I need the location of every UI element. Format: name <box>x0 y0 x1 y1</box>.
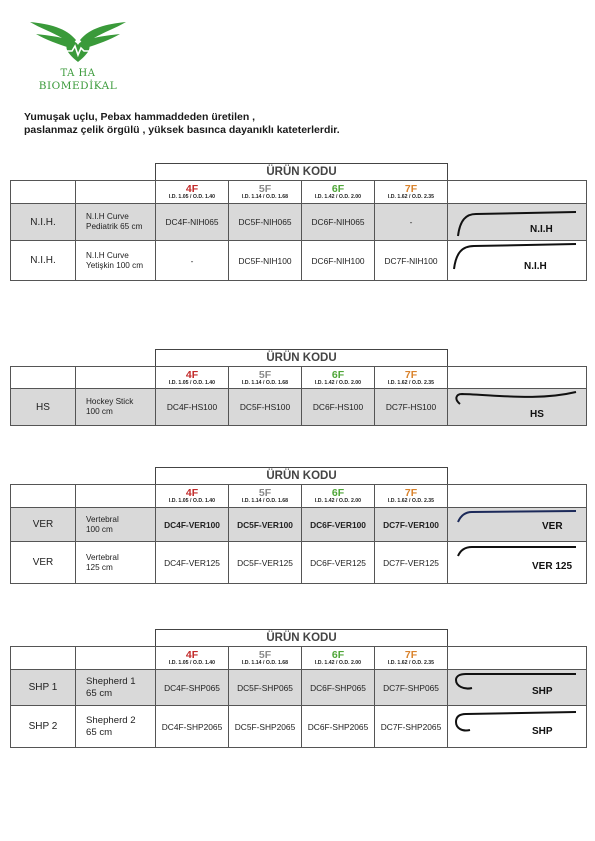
ver-table <box>10 484 587 584</box>
wings-heart-logo-icon <box>26 18 130 68</box>
size-7f: 7F I.D. 1.62 / O.D. 2.35 <box>375 181 448 204</box>
hockey-stick-curve-icon <box>448 389 587 426</box>
code-cell: DC4F-SHP2065 <box>156 706 229 748</box>
code-cell: DC6F-HS100 <box>302 389 375 426</box>
size-6f: 6F I.D. 1.42 / O.D. 2.00 <box>302 485 375 508</box>
table-row <box>11 389 587 426</box>
size-5f: 5F I.D. 1.14 / O.D. 1.68 <box>229 181 302 204</box>
size-4f: 4F I.D. 1.05 / O.D. 1.40 <box>156 181 229 204</box>
shepherd-hook-curve-icon <box>448 670 587 706</box>
code-cell: - <box>156 241 229 281</box>
catheter-shape-nih <box>448 204 587 241</box>
catheter-shape-nih <box>448 241 587 281</box>
size-5f: 5F I.D. 1.14 / O.D. 1.68 <box>229 485 302 508</box>
product-code-header: ÜRÜN KODU <box>155 467 448 484</box>
row-label: N.I.H. <box>11 204 76 241</box>
code-cell: DC4F-VER125 <box>156 542 229 584</box>
product-code-header: ÜRÜN KODU <box>155 629 448 646</box>
code-cell: DC7F-HS100 <box>375 389 448 426</box>
intro-line2: paslanmaz çelik örgülü , yüksek basınca dayanıklı kateterlerdir. <box>24 123 340 136</box>
row-label: VER <box>11 542 76 584</box>
code-cell: DC6F-VER125 <box>302 542 375 584</box>
code-cell: DC7F-VER125 <box>375 542 448 584</box>
row-label: N.I.H. <box>11 241 76 281</box>
size-4f: 4F I.D. 1.05 / O.D. 1.40 <box>156 647 229 670</box>
row-label: SHP 2 <box>11 706 76 748</box>
catheter-shape-shp <box>448 706 587 748</box>
size-6f: 6F I.D. 1.42 / O.D. 2.00 <box>302 647 375 670</box>
shape-tag: HS <box>530 409 544 420</box>
shape-tag: VER <box>542 521 563 532</box>
row-description: Hockey Stick 100 cm <box>76 389 156 426</box>
code-cell: DC6F-NIH065 <box>302 204 375 241</box>
row-description: Shepherd 2 65 cm <box>76 706 156 748</box>
size-7f: 7F I.D. 1.62 / O.D. 2.35 <box>375 647 448 670</box>
size-header-row <box>11 485 587 508</box>
row-description: Vertebral 100 cm <box>76 508 156 542</box>
code-cell: DC4F-HS100 <box>156 389 229 426</box>
code-cell: DC4F-NIH065 <box>156 204 229 241</box>
nih-curve-icon <box>448 241 587 281</box>
table-row <box>11 204 587 241</box>
code-cell: DC7F-VER100 <box>375 508 448 542</box>
shape-tag: SHP <box>532 726 553 737</box>
size-6f: 6F I.D. 1.42 / O.D. 2.00 <box>302 367 375 389</box>
code-cell: - <box>375 204 448 241</box>
code-cell: DC6F-SHP2065 <box>302 706 375 748</box>
shape-tag: VER 125 <box>532 561 573 572</box>
code-cell: DC7F-SHP2065 <box>375 706 448 748</box>
code-cell: DC5F-NIH100 <box>229 241 302 281</box>
table-row <box>11 670 587 706</box>
row-label: VER <box>11 508 76 542</box>
size-7f: 7F I.D. 1.62 / O.D. 2.35 <box>375 485 448 508</box>
row-label: SHP 1 <box>11 670 76 706</box>
catheter-shape-ver-125 <box>448 542 587 584</box>
shape-tag: SHP <box>532 686 553 697</box>
shepherd-hook-curve-icon <box>448 706 587 748</box>
size-5f: 5F I.D. 1.14 / O.D. 1.68 <box>229 367 302 389</box>
logo-line2: BIOMEDİKAL <box>38 80 118 92</box>
code-cell: DC5F-SHP065 <box>229 670 302 706</box>
size-4f: 4F I.D. 1.05 / O.D. 1.40 <box>156 367 229 389</box>
size-6f: 6F I.D. 1.42 / O.D. 2.00 <box>302 181 375 204</box>
row-description: Vertebral 125 cm <box>76 542 156 584</box>
catheter-shape-hs <box>448 389 587 426</box>
table-row <box>11 508 587 542</box>
code-cell: DC6F-VER100 <box>302 508 375 542</box>
shp-table <box>10 646 587 748</box>
code-cell: DC6F-NIH100 <box>302 241 375 281</box>
size-header-row <box>11 181 587 204</box>
code-cell: DC5F-HS100 <box>229 389 302 426</box>
size-4f: 4F I.D. 1.05 / O.D. 1.40 <box>156 485 229 508</box>
code-cell: DC5F-SHP2065 <box>229 706 302 748</box>
code-cell: DC7F-NIH100 <box>375 241 448 281</box>
row-description: N.I.H Curve Pediatrik 65 cm <box>76 204 156 241</box>
size-7f: 7F I.D. 1.62 / O.D. 2.35 <box>375 367 448 389</box>
shape-tag: N.I.H <box>530 224 553 235</box>
code-cell: DC7F-SHP065 <box>375 670 448 706</box>
size-5f: 5F I.D. 1.14 / O.D. 1.68 <box>229 647 302 670</box>
code-cell: DC5F-VER125 <box>229 542 302 584</box>
size-header-row <box>11 367 587 389</box>
code-cell: DC4F-VER100 <box>156 508 229 542</box>
vertebral-curve-icon <box>448 508 587 542</box>
intro-text <box>24 111 340 136</box>
nih-table <box>10 180 587 281</box>
product-code-header: ÜRÜN KODU <box>155 349 448 366</box>
intro-line1: Yumuşak uçlu, Pebax hammaddeden üretilen , <box>24 111 256 123</box>
table-row <box>11 706 587 748</box>
hs-table <box>10 366 587 426</box>
shape-tag: N.I.H <box>524 261 547 272</box>
logo-line1: TA HA <box>60 68 96 79</box>
product-code-header: ÜRÜN KODU <box>155 163 448 180</box>
row-description: N.I.H Curve Yetişkin 100 cm <box>76 241 156 281</box>
nih-curve-icon <box>448 204 587 241</box>
code-cell: DC6F-SHP065 <box>302 670 375 706</box>
code-cell: DC5F-VER100 <box>229 508 302 542</box>
size-header-row <box>11 647 587 670</box>
table-row <box>11 241 587 281</box>
catheter-shape-shp <box>448 670 587 706</box>
row-description: Shepherd 1 65 cm <box>76 670 156 706</box>
row-label: HS <box>11 389 76 426</box>
code-cell: DC5F-NIH065 <box>229 204 302 241</box>
code-cell: DC4F-SHP065 <box>156 670 229 706</box>
table-row <box>11 542 587 584</box>
catheter-shape-ver <box>448 508 587 542</box>
company-logo <box>26 18 130 98</box>
